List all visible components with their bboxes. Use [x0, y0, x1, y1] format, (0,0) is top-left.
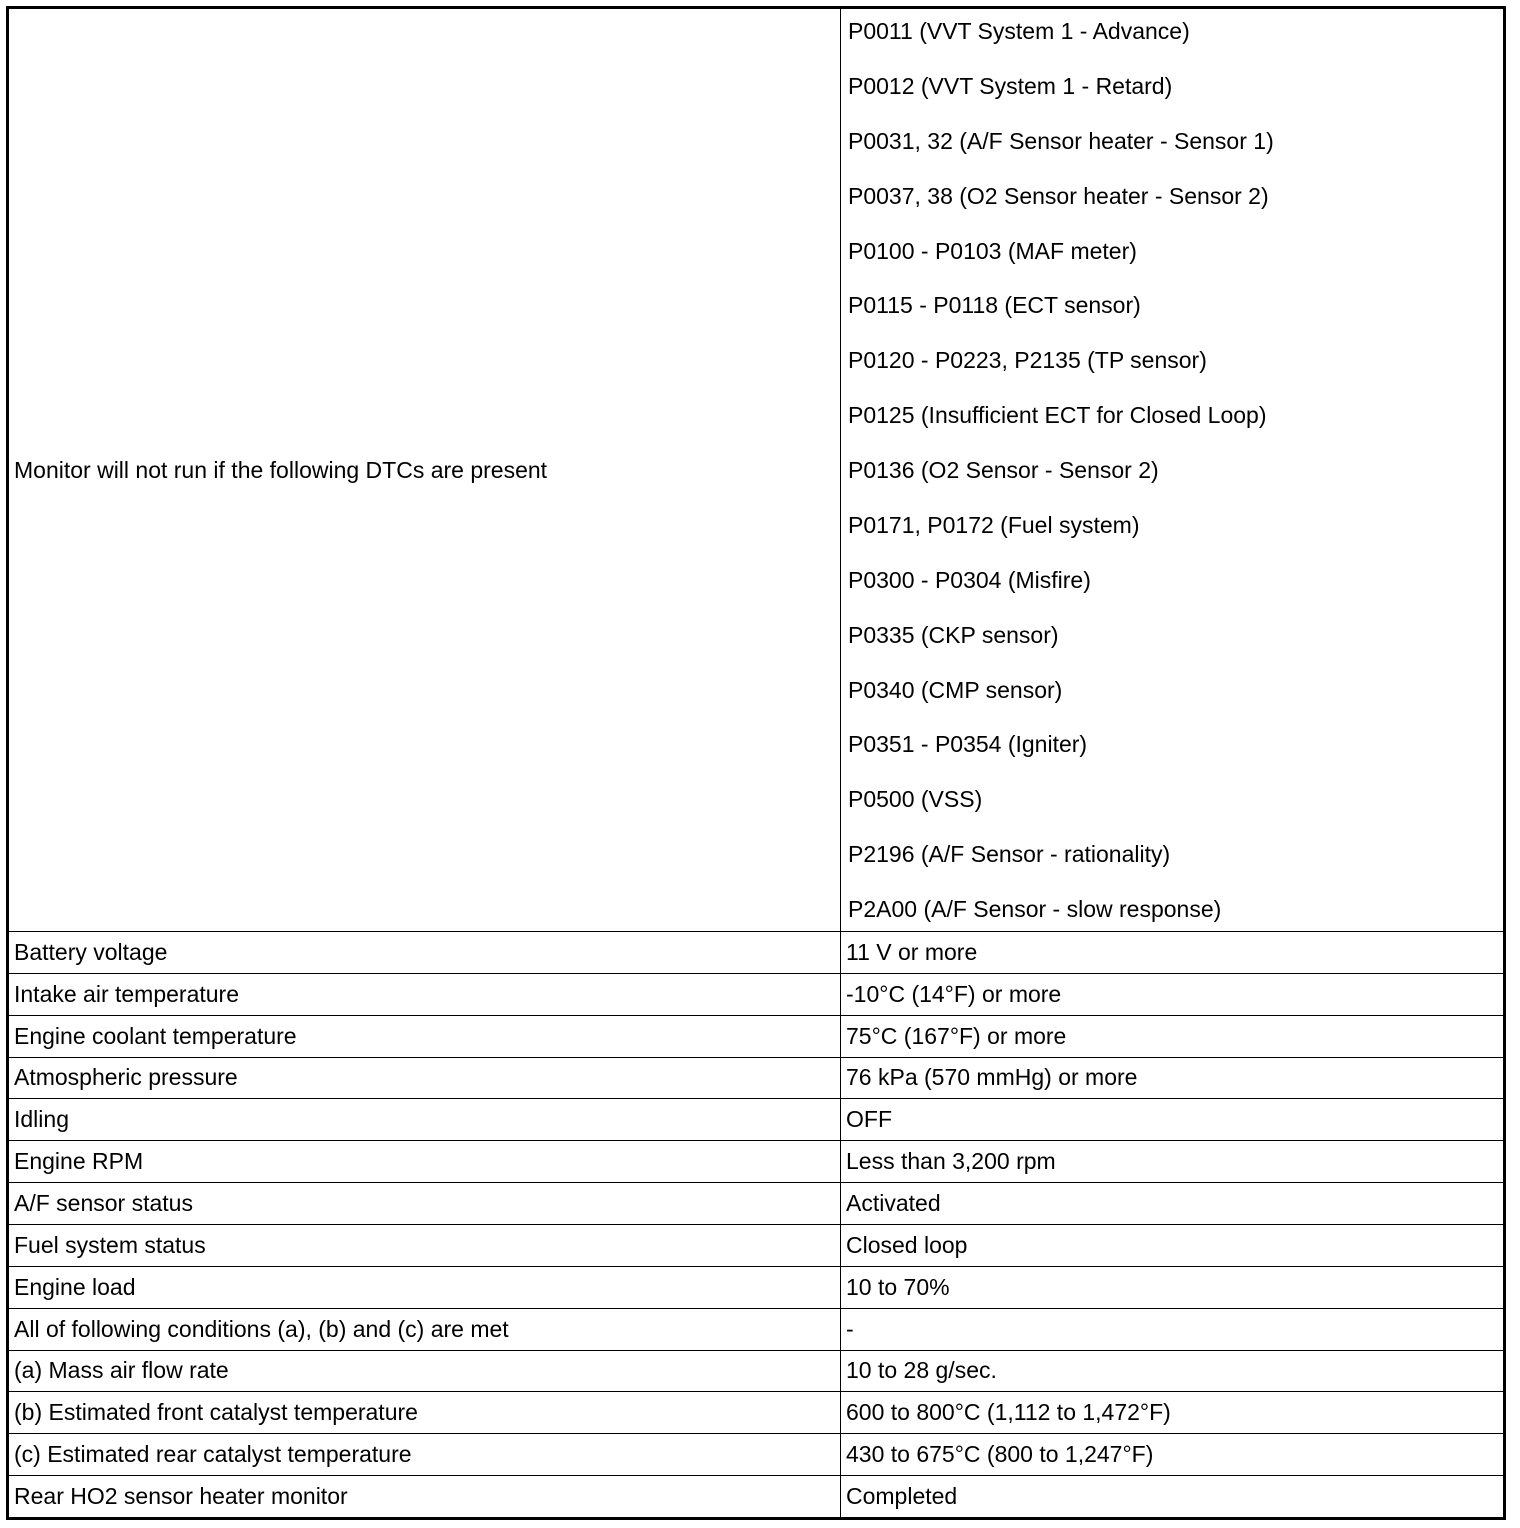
dtc-list-cell — [841, 9, 1503, 931]
condition-label: (a) Mass air flow rate — [9, 1350, 841, 1392]
dtc-item: P0031, 32 (A/F Sensor heater - Sensor 1) — [848, 127, 1274, 154]
condition-label: Intake air temperature — [9, 973, 841, 1015]
condition-label: Fuel system status — [9, 1224, 841, 1266]
condition-value: 430 to 675°C (800 to 1,247°F) — [841, 1433, 1503, 1475]
condition-value: OFF — [841, 1098, 1503, 1140]
condition-value: 75°C (167°F) or more — [841, 1015, 1503, 1057]
dtc-row-label — [9, 9, 841, 931]
dtc-item: P0120 - P0223, P2135 (TP sensor) — [848, 347, 1207, 374]
condition-label: All of following conditions (a), (b) and (c) are met — [9, 1308, 841, 1350]
dtc-item: P2196 (A/F Sensor - rationality) — [848, 841, 1171, 868]
condition-value: Less than 3,200 rpm — [841, 1140, 1503, 1182]
condition-label: Idling — [9, 1098, 841, 1140]
dtc-row-label-text: Monitor will not run if the following DTCs are present — [14, 456, 548, 483]
condition-value: 10 to 28 g/sec. — [841, 1350, 1503, 1392]
condition-value: - — [841, 1308, 1503, 1350]
condition-value: Closed loop — [841, 1224, 1503, 1266]
condition-label: Rear HO2 sensor heater monitor — [9, 1475, 841, 1517]
condition-label: Engine RPM — [9, 1140, 841, 1182]
dtc-item: P0125 (Insufficient ECT for Closed Loop) — [848, 402, 1267, 429]
condition-label: (c) Estimated rear catalyst temperature — [9, 1433, 841, 1475]
dtc-item: P0012 (VVT System 1 - Retard) — [848, 72, 1173, 99]
condition-label: Battery voltage — [9, 931, 841, 973]
condition-label: Engine load — [9, 1266, 841, 1308]
condition-value: 76 kPa (570 mmHg) or more — [841, 1057, 1503, 1099]
condition-value: -10°C (14°F) or more — [841, 973, 1503, 1015]
condition-value: 11 V or more — [841, 931, 1503, 973]
dtc-item: P0136 (O2 Sensor - Sensor 2) — [848, 457, 1159, 483]
dtc-item: P0011 (VVT System 1 - Advance) — [848, 18, 1190, 44]
condition-value: Activated — [841, 1182, 1503, 1224]
dtc-item: P0335 (CKP sensor) — [848, 621, 1059, 648]
dtc-item: P0340 (CMP sensor) — [848, 676, 1063, 703]
dtc-item: P0171, P0172 (Fuel system) — [848, 511, 1140, 538]
condition-value: 10 to 70% — [841, 1266, 1503, 1308]
dtc-item: P0351 - P0354 (Igniter) — [848, 731, 1088, 758]
condition-label: (b) Estimated front catalyst temperature — [9, 1391, 841, 1433]
dtc-item: P0500 (VSS) — [848, 786, 983, 813]
dtc-item: P2A00 (A/F Sensor - slow response) — [848, 896, 1222, 922]
dtc-item: P0100 - P0103 (MAF meter) — [848, 237, 1137, 264]
conditions-table — [6, 6, 1506, 1520]
condition-label: Engine coolant temperature — [9, 1015, 841, 1057]
condition-value: 600 to 800°C (1,112 to 1,472°F) — [841, 1391, 1503, 1433]
dtc-item: P0037, 38 (O2 Sensor heater - Sensor 2) — [848, 182, 1269, 209]
dtc-list — [841, 9, 1274, 931]
condition-label: A/F sensor status — [9, 1182, 841, 1224]
condition-label: Atmospheric pressure — [9, 1057, 841, 1099]
condition-value: Completed — [841, 1475, 1503, 1517]
dtc-item: P0115 - P0118 (ECT sensor) — [848, 292, 1141, 319]
dtc-item: P0300 - P0304 (Misfire) — [848, 566, 1091, 593]
